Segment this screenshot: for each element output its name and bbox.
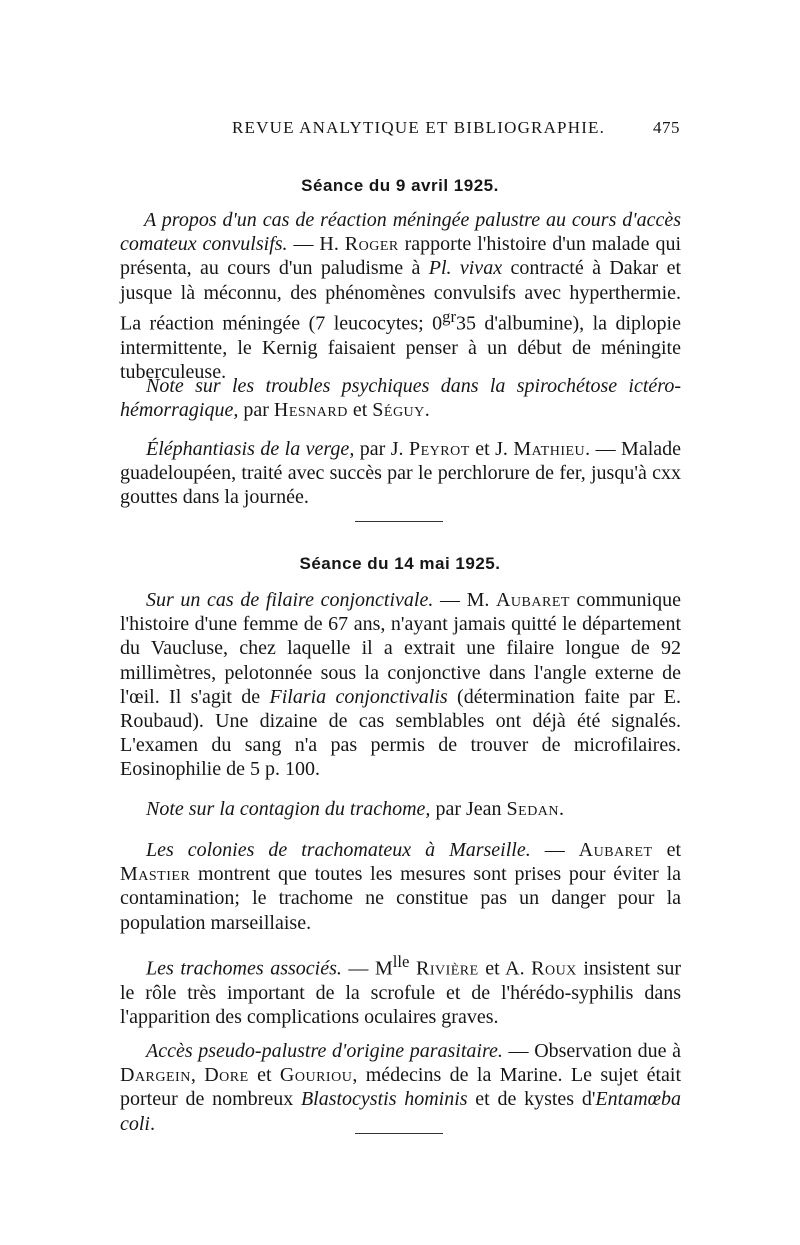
section-divider bbox=[355, 1133, 443, 1134]
author-name: Mastier bbox=[120, 863, 191, 886]
species-name: Entamœba coli bbox=[120, 1088, 681, 1135]
abstract-troubles-psychiques: Note sur les troubles psychiques dans la spirochétose ictéro-hémorragique, par Hesnard et Séguy. bbox=[120, 375, 681, 422]
abstract-colonies-trachomateux: Les colonies de trachomateux à Marseille. — Aubaret et Mastier montrent que toutes les mesures sont prises pour éviter la contamination; le trachome ne constitue pas un danger pour la population marseillaise. bbox=[120, 839, 682, 934]
session-title-14-mai: Séance du 14 mai 1925. bbox=[299, 554, 501, 573]
author-name: Rivière bbox=[415, 957, 479, 980]
running-title: REVUE ANALYTIQUE ET BIBLIOGRAPHIE. bbox=[232, 118, 606, 137]
author-name: Hesnard bbox=[273, 399, 348, 422]
author-name: Mathieu bbox=[513, 438, 586, 460]
author-name: Dargein bbox=[120, 1064, 191, 1087]
species-name: Pl. vivax bbox=[428, 257, 503, 280]
article-title: Éléphantiasis de la verge, bbox=[146, 438, 355, 460]
article-title: Les colonies de trachomateux à Marseille. bbox=[146, 839, 531, 861]
abstract-elephantiasis: Éléphantiasis de la verge, par J. Peyrot et J. Mathieu. — Malade guadeloupéen, traité avec succès par le perchlorure de fer, jusqu'à cxx gouttes dans la journée. bbox=[120, 438, 682, 509]
author-name: Dore bbox=[204, 1064, 249, 1087]
author-name: Sedan bbox=[506, 798, 560, 820]
author-name: Aubaret bbox=[495, 589, 570, 611]
author-name: Roux bbox=[531, 957, 577, 980]
page-number: 475 bbox=[653, 118, 680, 137]
species-name: Blastocystis hominis bbox=[300, 1088, 468, 1111]
author-name: Séguy bbox=[372, 399, 425, 422]
author-name: Aubaret bbox=[578, 839, 653, 861]
section-divider bbox=[355, 521, 443, 522]
author-name: Gouriou bbox=[279, 1064, 353, 1087]
article-title: A propos d'un cas de réaction méningée palustre au cours d'accès comateux convulsifs. bbox=[120, 209, 681, 256]
species-name: Filaria conjonctivalis bbox=[269, 685, 448, 708]
abstract-reaction-meningee: A propos d'un cas de réaction méningée palustre au cours d'accès comateux convulsifs. — H. Roger rapporte l'histoire d'un malade qui présenta, au cours d'un paludisme à Pl. vivax contracté à Dakar et jusque là méconnu, des phénomènes convulsifs avec hyperthermie. La réaction méningée (7 leucocytes; $0^{gr}35$ d'albumine), la diplopie intermittente, le Kernig faisaient penser à un début de méningite tuberculeuse. bbox=[120, 209, 682, 383]
abstract-contagion-trachome: Note sur la contagion du trachome, par Jean Sedan. bbox=[146, 798, 565, 820]
abstract-acces-pseudo-palustre: Accès pseudo-palustre d'origine parasitaire. — Observation due à Dargein, Dore et Gouriou, médecins de la Marine. Le sujet était porteur de nombreux Blastocystis hominis et de kystes d'Entamœba coli. bbox=[120, 1040, 681, 1135]
article-title: Note sur les troubles psychiques dans la spirochétose ictéro-hémorragique, bbox=[120, 375, 681, 422]
article-title: Les trachomes associés. bbox=[146, 957, 342, 980]
abstract-trachomes-associes: Les trachomes associés. — $M^{lle}$ Rivière et A. Roux insistent sur le rôle très important de la scrofule et de l'hérédo-syphilis dans l'apparition des complications oculaires graves. bbox=[120, 952, 682, 1029]
author-name: Roger bbox=[344, 233, 399, 256]
article-title: Sur un cas de filaire conjonctivale. bbox=[146, 589, 434, 611]
session-title-9-avril: Séance du 9 avril 1925. bbox=[301, 176, 499, 195]
abstract-filaire-conjonctivale: Sur un cas de filaire conjonctivale. — M. Aubaret communique l'histoire d'une femme de 67 ans, n'ayant jamais quitté le département du Vaucluse, chez laquelle il a extrait une filaire longue de 92 millimètres, pelotonnée sous la conjonctive dans l'angle externe de l'œil. Il s'agit de Filaria conjonctivalis (détermination faite par E. Roubaud). Une dizaine de cas semblables ont déjà été signalés. L'examen du sang n'a pas permis de trouver de microfilaires. Eosinophilie de 5 p. 100. bbox=[120, 589, 682, 781]
article-title: Note sur la contagion du trachome, bbox=[146, 798, 431, 820]
author-name: Peyrot bbox=[408, 438, 470, 460]
article-title: Accès pseudo-palustre d'origine parasitaire. bbox=[146, 1040, 503, 1062]
page-header bbox=[120, 118, 680, 144]
